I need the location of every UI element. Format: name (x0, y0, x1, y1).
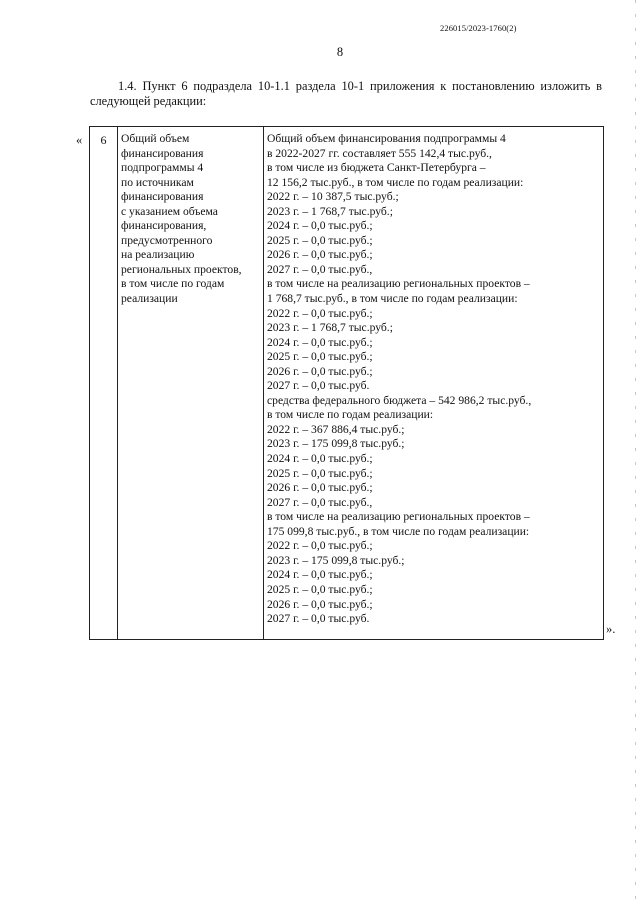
label-lines (121, 132, 260, 307)
value-line: средства федерального бюджета – 542 986,2 тыс.руб., (267, 393, 532, 407)
value-line: 2022 г. – 0,0 тыс.руб.; (267, 539, 373, 553)
value-line: в том числе из бюджета Санкт-Петербурга – (267, 161, 486, 175)
value-line: 2022 г. – 367 886,4 тыс.руб.; (267, 422, 405, 436)
value-line: в том числе на реализацию региональных проектов – (267, 277, 530, 291)
value-line: 1 768,7 тыс.руб., в том числе по годам реализации: (267, 292, 518, 306)
value-line: 2022 г. – 0,0 тыс.руб.; (267, 306, 373, 320)
closing-quote: ». (606, 622, 616, 636)
label-line: финансирования (121, 190, 204, 204)
intro-paragraph: 1.4. Пункт 6 подраздела 10-1.1 раздела 10-1 приложения к постановлению изложить в следующей редакции: (90, 79, 602, 108)
value-line: 2025 г. – 0,0 тыс.руб.; (267, 233, 373, 247)
value-line: 2027 г. – 0,0 тыс.руб., (267, 262, 373, 276)
value-line: 2024 г. – 0,0 тыс.руб.; (267, 219, 373, 233)
label-line: Общий объем (121, 132, 190, 145)
label-line: на реализацию (121, 248, 195, 262)
value-lines (267, 132, 600, 627)
value-line: 12 156,2 тыс.руб., в том числе по годам реализации: (267, 175, 524, 189)
value-line: 2025 г. – 0,0 тыс.руб.; (267, 350, 373, 364)
table-row (90, 127, 604, 640)
value-line: 2024 г. – 0,0 тыс.руб.; (267, 452, 373, 466)
row-number-cell: 6 (90, 127, 118, 640)
opening-quote: « (76, 133, 83, 147)
label-line: предусмотренного (121, 233, 213, 247)
value-line: 2027 г. – 0,0 тыс.руб., (267, 495, 373, 509)
value-line: 2022 г. – 10 387,5 тыс.руб.; (267, 190, 399, 204)
label-line: в том числе по годам (121, 277, 225, 291)
value-line: 2026 г. – 0,0 тыс.руб.; (267, 248, 373, 262)
document-number: 226015/2023-1760(2) (440, 23, 517, 33)
value-line: 2026 г. – 0,0 тыс.руб.; (267, 481, 373, 495)
value-line: 2023 г. – 175 099,8 тыс.руб.; (267, 553, 405, 567)
label-line: финансирования, (121, 219, 207, 233)
value-line: 2026 г. – 0,0 тыс.руб.; (267, 597, 373, 611)
value-line: Общий объем финансирования подпрограммы 4 (267, 132, 506, 145)
value-line: в 2022-2027 гг. составляет 555 142,4 тыс.руб., (267, 146, 492, 160)
label-cell (118, 127, 264, 640)
financing-table (89, 126, 604, 640)
value-line: 2023 г. – 1 768,7 тыс.руб.; (267, 321, 393, 335)
value-line: 2027 г. – 0,0 тыс.руб. (267, 379, 370, 393)
value-line: 2025 г. – 0,0 тыс.руб.; (267, 466, 373, 480)
label-line: реализации (121, 292, 178, 306)
label-line: региональных проектов, (121, 262, 242, 276)
value-line: в том числе на реализацию региональных проектов – (267, 510, 530, 524)
scan-edge-artifact (635, 0, 636, 905)
value-line: 2027 г. – 0,0 тыс.руб. (267, 612, 370, 626)
value-line: 2024 г. – 0,0 тыс.руб.; (267, 335, 373, 349)
value-cell (264, 127, 604, 640)
label-line: с указанием объема (121, 204, 218, 218)
value-line: 2023 г. – 175 099,8 тыс.руб.; (267, 437, 405, 451)
value-line: 2025 г. – 0,0 тыс.руб.; (267, 582, 373, 596)
label-line: финансирования (121, 146, 204, 160)
value-line: 175 099,8 тыс.руб., в том числе по годам реализации: (267, 524, 530, 538)
label-line: по источникам (121, 175, 194, 189)
page-number: 8 (336, 45, 344, 59)
value-line: 2024 г. – 0,0 тыс.руб.; (267, 568, 373, 582)
value-line: 2023 г. – 1 768,7 тыс.руб.; (267, 204, 393, 218)
label-line: подпрограммы 4 (121, 161, 204, 175)
value-line: 2026 г. – 0,0 тыс.руб.; (267, 364, 373, 378)
value-line: в том числе по годам реализации: (267, 408, 434, 422)
